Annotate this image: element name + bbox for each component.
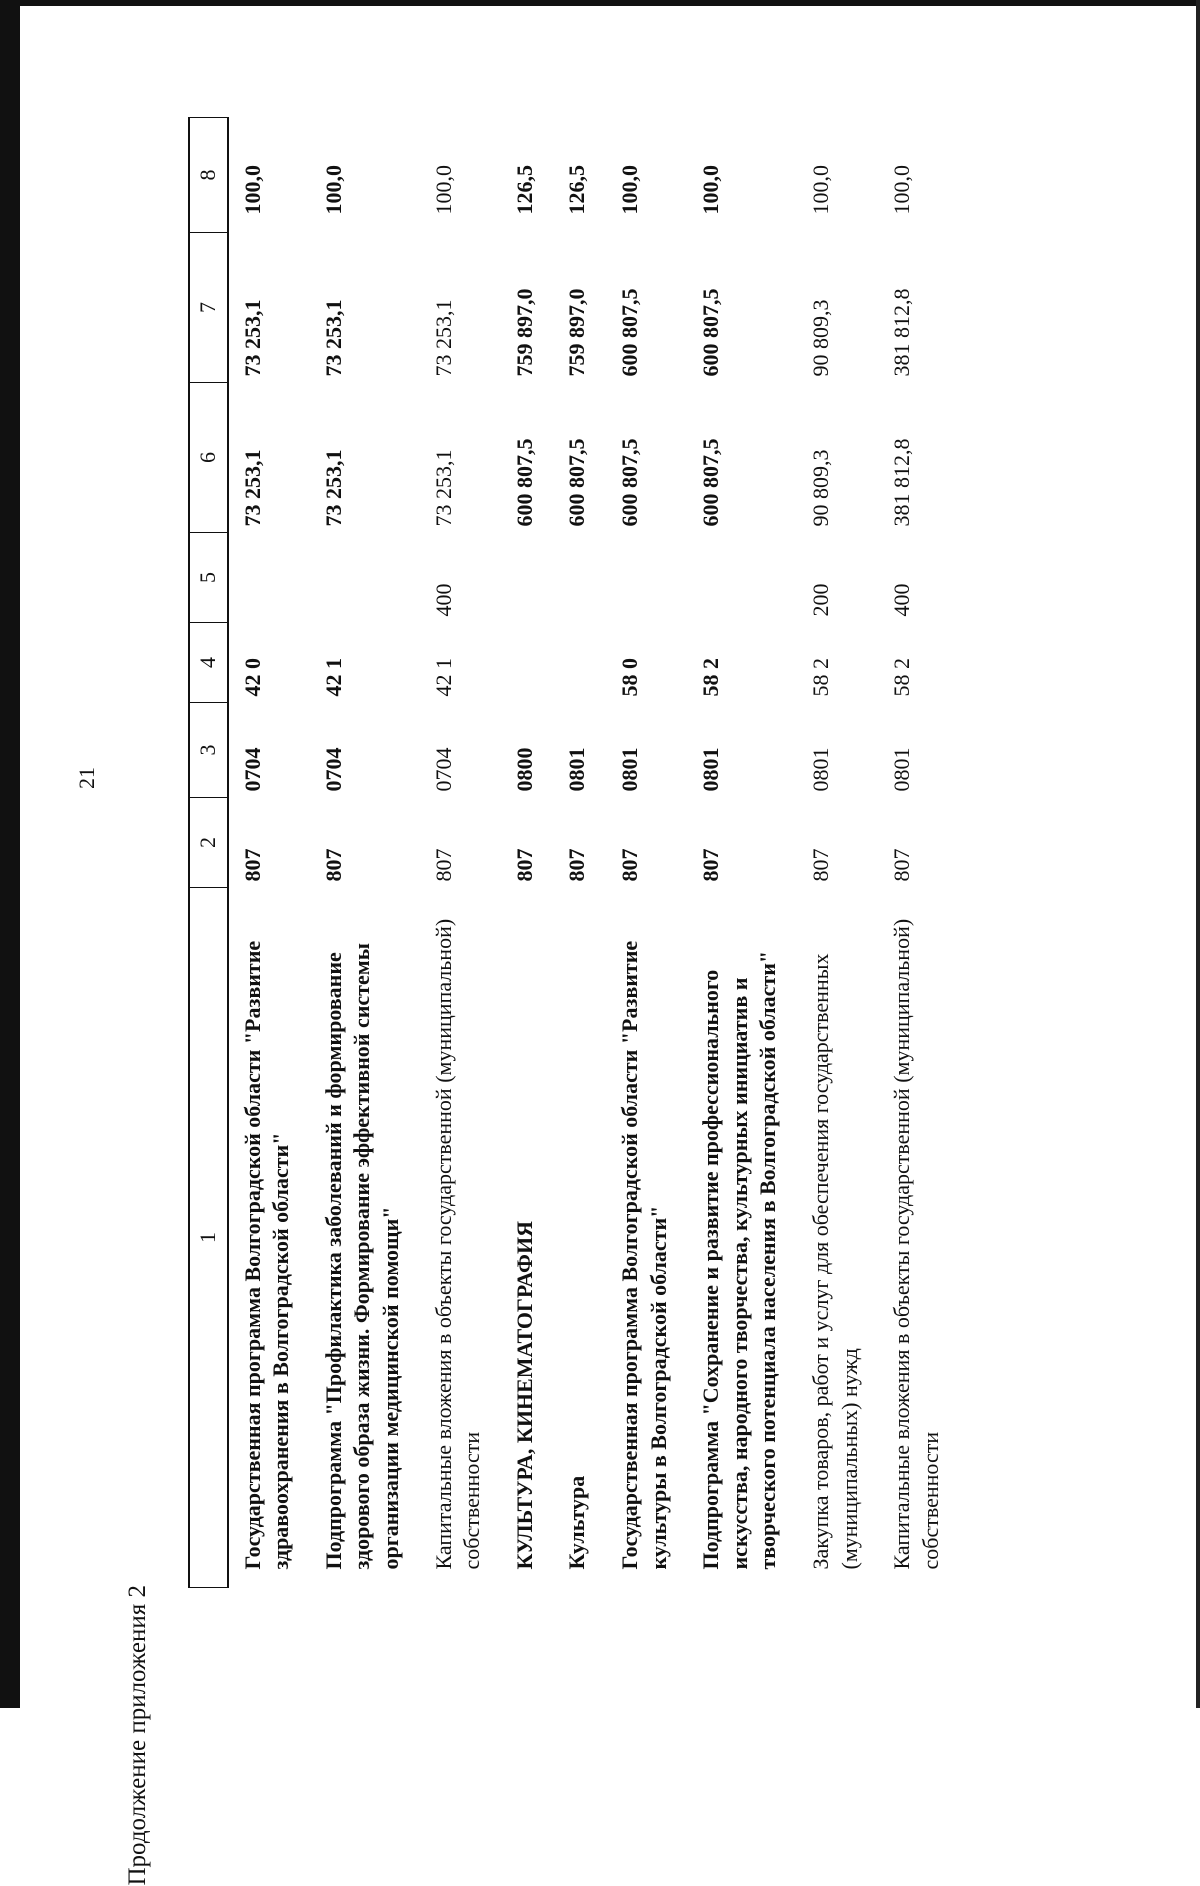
cell-planned: 600 807,5 [698, 438, 724, 527]
table-row [797, 118, 878, 1588]
table-header-row [189, 118, 228, 1588]
cell-section-code: 0801 [889, 747, 915, 792]
table-row [687, 118, 797, 1588]
row-label: Государственная программа Волгоградской области "Развитие культуры в Волгоградской области" [616, 940, 671, 1570]
cell-ministry-code: 807 [430, 848, 456, 882]
cell-section-code: 0704 [430, 747, 456, 792]
cell-executed: 759 897,0 [564, 288, 590, 377]
table-row [420, 118, 501, 1588]
row-label: Закупка товаров, работ и услуг для обеспечения государственных (муниципальных) нужд [807, 953, 862, 1570]
cell-ministry-code: 807 [698, 848, 724, 882]
cell-executed: 90 809,3 [807, 299, 833, 377]
column-header-6: 6 [189, 383, 228, 533]
cell-expense-type [553, 533, 606, 623]
cell-program-code: 42 1 [430, 658, 456, 697]
cell-expense-type [501, 533, 554, 623]
cell-expense-type [310, 533, 420, 623]
column-header-4: 4 [189, 623, 228, 703]
cell-program-code: 58 2 [889, 658, 915, 697]
cell-executed: 600 807,5 [616, 288, 642, 377]
cell-planned: 73 253,1 [430, 449, 456, 527]
cell-expense-type: 400 [889, 583, 915, 617]
cell-program-code: 58 2 [807, 658, 833, 697]
cell-section-code: 0800 [511, 747, 537, 792]
cell-ministry-code: 807 [889, 848, 915, 882]
cell-ministry-code: 807 [511, 848, 537, 882]
cell-executed: 759 897,0 [511, 288, 537, 377]
cell-planned: 73 253,1 [320, 449, 346, 527]
cell-planned: 600 807,5 [564, 438, 590, 527]
cell-percent: 100,0 [430, 165, 456, 215]
cell-ministry-code: 807 [564, 848, 590, 882]
row-label: Капитальные вложения в объекты государственной (муниципальной) собственности [889, 918, 943, 1570]
cell-ministry-code: 807 [320, 848, 346, 882]
appendix-continuation-title: Продолжение приложения 2 [124, 1585, 151, 1886]
cell-planned: 381 812,8 [889, 438, 915, 527]
table-row [228, 118, 310, 1588]
cell-ministry-code: 807 [239, 848, 265, 882]
cell-executed: 73 253,1 [239, 299, 265, 377]
table-row [606, 118, 687, 1588]
column-header-3: 3 [189, 703, 228, 798]
cell-executed: 381 812,8 [889, 288, 915, 377]
cell-percent: 100,0 [320, 165, 346, 215]
row-label: Подпрограмма "Профилактика заболеваний и формирование здорового образа жизни. Формирование эффективной системы организации медицинской помощи" [320, 943, 403, 1570]
cell-section-code: 0704 [320, 747, 346, 792]
cell-ministry-code: 807 [807, 848, 833, 882]
cell-expense-type [606, 533, 687, 623]
cell-section-code: 0801 [807, 747, 833, 792]
table-row [501, 118, 554, 1588]
row-label: Государственная программа Волгоградской области "Развитие здравоохранения в Волгоградской области" [239, 940, 294, 1570]
cell-section-code: 0704 [239, 747, 265, 792]
column-header-2: 2 [189, 798, 228, 888]
row-label: Культура [564, 1475, 590, 1570]
cell-section-code: 0801 [616, 747, 642, 792]
column-header-5: 5 [189, 533, 228, 623]
cell-executed: 600 807,5 [698, 288, 724, 377]
cell-section-code: 0801 [698, 747, 724, 792]
cell-percent: 100,0 [239, 165, 265, 215]
table-row [310, 118, 420, 1588]
cell-expense-type [687, 533, 797, 623]
cell-expense-type: 400 [430, 583, 456, 617]
cell-planned: 600 807,5 [511, 438, 537, 527]
cell-program-code: 42 0 [239, 658, 265, 697]
cell-section-code: 0801 [564, 747, 590, 792]
column-header-1: 1 [189, 888, 228, 1588]
cell-executed: 73 253,1 [430, 299, 456, 377]
table-row [553, 118, 606, 1588]
cell-percent: 100,0 [807, 165, 833, 215]
cell-percent: 100,0 [889, 165, 915, 215]
row-label: Подпрограмма "Сохранение и развитие профессионального искусства, народного творчества, культурных инициатив и творческого потенциала населения в Волгоградской области" [698, 950, 781, 1570]
cell-planned: 90 809,3 [807, 449, 833, 527]
cell-program-code: 42 1 [320, 658, 346, 697]
cell-program-code: 58 2 [698, 658, 724, 697]
cell-percent: 126,5 [564, 165, 590, 215]
cell-program-code: 58 0 [616, 658, 642, 697]
cell-ministry-code: 807 [616, 848, 642, 882]
row-label: КУЛЬТУРА, КИНЕМАТОГРАФИЯ [511, 1221, 537, 1570]
page-number: 21 [74, 767, 99, 789]
cell-percent: 126,5 [511, 165, 537, 215]
cell-program-code [501, 623, 554, 703]
cell-program-code [553, 623, 606, 703]
column-header-7: 7 [189, 233, 228, 383]
cell-executed: 73 253,1 [320, 299, 346, 377]
cell-percent: 100,0 [698, 165, 724, 215]
cell-percent: 100,0 [616, 165, 642, 215]
cell-expense-type: 200 [807, 583, 833, 617]
column-header-8: 8 [189, 118, 228, 233]
row-label: Капитальные вложения в объекты государственной (муниципальной) собственности [430, 918, 485, 1570]
cell-planned: 73 253,1 [239, 449, 265, 527]
cell-expense-type [228, 533, 310, 623]
budget-table [188, 117, 959, 1588]
table-row [878, 118, 959, 1588]
cell-planned: 600 807,5 [616, 438, 642, 527]
